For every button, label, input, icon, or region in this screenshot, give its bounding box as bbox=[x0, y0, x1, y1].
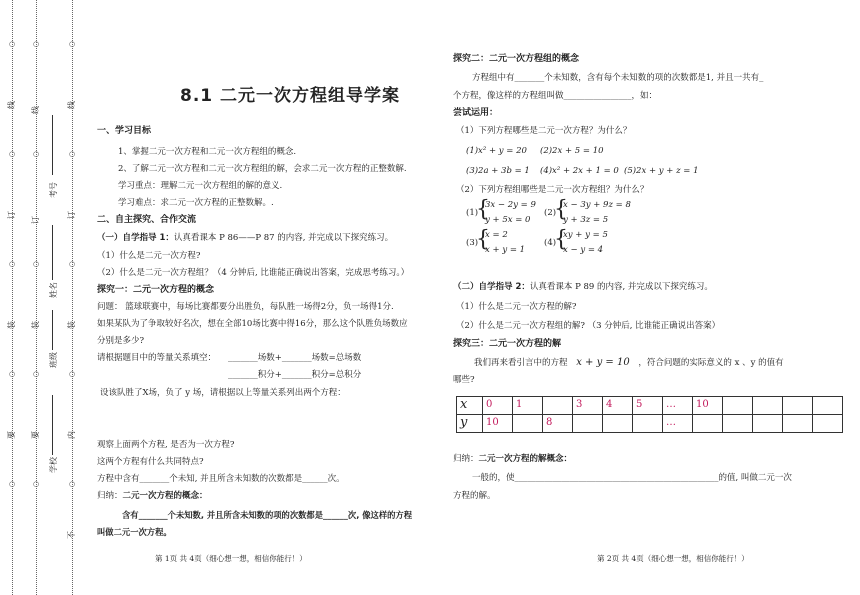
explore-1-title: 探究一：二元一次方程的概念 bbox=[97, 285, 215, 295]
zhuang-mark: 装 bbox=[7, 321, 16, 329]
circle-marker: ○ bbox=[33, 40, 40, 48]
x-header: x bbox=[457, 397, 483, 415]
equation-3: (3)2a + 3b = 1 bbox=[466, 166, 530, 176]
x-cell[interactable]: 0 bbox=[483, 397, 513, 415]
brace-icon: { bbox=[554, 197, 568, 222]
guide-1-text: 认真看课本 P 86——P 87 的内容, 并完成以下探究练习。 bbox=[173, 233, 394, 243]
circle-marker: ○ bbox=[9, 370, 16, 378]
relation-intro: 请根据题目中的等量关系填空： bbox=[97, 353, 217, 363]
page-footer: 第 1页 共 4页（细心想一想，相信你能行！） bbox=[155, 554, 307, 563]
difficulty: 学习难点：求二元一次方程的正整数解。. bbox=[118, 198, 274, 208]
system-label: (3) bbox=[466, 238, 479, 248]
y-cell[interactable] bbox=[633, 415, 663, 433]
y-cell[interactable] bbox=[573, 415, 603, 433]
ding-mark: 订 bbox=[67, 211, 76, 219]
conclude-label: 归纳： bbox=[97, 491, 123, 501]
zhuang-mark: 装 bbox=[67, 321, 76, 329]
y-cell[interactable]: 8 bbox=[543, 415, 573, 433]
circle-marker: ○ bbox=[69, 40, 76, 48]
xian-mark: 线 bbox=[67, 101, 76, 109]
circle-marker: ○ bbox=[69, 150, 76, 158]
equation-4: (4)x² + 2x + 1 = 0 bbox=[540, 166, 619, 176]
circle-marker: ○ bbox=[33, 150, 40, 158]
system-eq-a: 3x − 2y = 9 bbox=[485, 200, 536, 210]
section-heading-explore: 二、自主探究、合作交流 bbox=[97, 215, 197, 225]
equation-blank[interactable]: 方程中含有_______个未知, 并且所含未知数的次数都是______次。 bbox=[97, 474, 345, 484]
class-label: 班级 bbox=[49, 352, 58, 368]
y-header: y bbox=[457, 415, 483, 433]
conclude-title: 二元一次方程的概念： bbox=[122, 491, 208, 501]
try-question-2: （2）下列方程组哪些是二元一次方程组？为什么？ bbox=[456, 185, 649, 195]
y-cell[interactable] bbox=[603, 415, 633, 433]
system-eq-a: xy + y = 5 bbox=[563, 230, 608, 240]
x-cell[interactable] bbox=[543, 397, 573, 415]
conclude-label: 归纳： bbox=[453, 454, 479, 464]
circle-marker: ○ bbox=[69, 370, 76, 378]
page-footer: 第 2页 共 4页（细心想一想，相信你能行！） bbox=[597, 554, 749, 563]
binding-line-inner bbox=[72, 0, 73, 595]
system-eq-a: x − 3y + 9z = 8 bbox=[563, 200, 631, 210]
binding-line-middle bbox=[36, 0, 37, 595]
y-cell[interactable] bbox=[723, 415, 753, 433]
guide-2-text: 认真看课本 P 89 的内容, 并完成以下探究练习。 bbox=[529, 282, 713, 292]
class-blank[interactable] bbox=[52, 310, 53, 350]
x-cell[interactable]: 4 bbox=[603, 397, 633, 415]
name-blank[interactable] bbox=[52, 225, 53, 280]
question-1: （1）什么是二元一次方程? bbox=[97, 251, 201, 261]
section-heading-goals: 一、学习目标 bbox=[97, 126, 152, 136]
question-2: （2）什么是二元一次方程组？（4 分钟后, 比谁能正确说出答案，完成思考练习。） bbox=[97, 268, 410, 278]
brace-icon: { bbox=[554, 227, 568, 252]
explore-2-line-1[interactable]: 方程组中有_______个未知数，含有每个未知数的项的次数都是1, 并且一共有_ bbox=[472, 73, 764, 83]
problem-line-1: 问题： 篮球联赛中，每场比赛都要分出胜负，每队胜一场得2分，负一场得1分. bbox=[97, 302, 394, 312]
equation-5: (5)2x + y + z = 1 bbox=[624, 166, 699, 176]
brace-icon: { bbox=[476, 197, 490, 222]
x-cell[interactable] bbox=[813, 397, 843, 415]
concept-line-2: 叫做二元一次方程。 bbox=[97, 527, 172, 537]
observe-1: 观察上面两个方程, 是否为一次方程? bbox=[97, 440, 235, 450]
nei-mark: 内 bbox=[67, 431, 76, 439]
school-blank[interactable] bbox=[52, 395, 53, 455]
system-label: (2) bbox=[544, 208, 557, 218]
x-cell[interactable]: 10 bbox=[693, 397, 723, 415]
x-cell[interactable] bbox=[723, 397, 753, 415]
x-cell[interactable]: … bbox=[663, 397, 693, 415]
y-cell[interactable] bbox=[693, 415, 723, 433]
x-cell[interactable]: 5 bbox=[633, 397, 663, 415]
exam-no-blank[interactable] bbox=[52, 115, 53, 175]
y-cell[interactable] bbox=[513, 415, 543, 433]
circle-marker: ○ bbox=[9, 260, 16, 268]
explore-3-text-b: ，符合问题的实际意义的 x 、y 的值有 bbox=[638, 358, 784, 368]
school-label: 学校 bbox=[49, 457, 58, 473]
x-cell[interactable]: 1 bbox=[513, 397, 543, 415]
system-eq-a: x = 2 bbox=[485, 230, 508, 240]
circle-marker: ○ bbox=[33, 260, 40, 268]
explore-3-title: 探究三：二元一次方程的解 bbox=[453, 339, 562, 349]
page-title: 8.1 二元一次方程组导学案 bbox=[180, 86, 401, 106]
equation-2: (2)2x + 5 = 10 bbox=[540, 146, 604, 156]
concept-line-1[interactable]: 含有_______个未知数, 并且所含未知数的项的次数都是______次, 像这样的方程 bbox=[122, 510, 413, 520]
solution-line-2: 方程的解。 bbox=[453, 491, 496, 501]
guide-2-question-2: （2）什么是二元一次方程组的解? （3 分钟后, 比谁能正确说出答案） bbox=[456, 321, 721, 331]
y-cell[interactable] bbox=[813, 415, 843, 433]
y-cell[interactable]: … bbox=[663, 415, 693, 433]
system-label: (1) bbox=[466, 208, 479, 218]
guide-1-title: （一）自学指导 1： bbox=[97, 233, 174, 243]
table-row-y bbox=[457, 415, 843, 433]
system-label: (4) bbox=[544, 238, 557, 248]
problem-line-2: 如果某队为了争取较好名次，想在全部10场比赛中得16分，那么这个队胜负场数应 bbox=[97, 319, 408, 329]
zhuang-mark: 装 bbox=[31, 321, 40, 329]
key-point: 学习重点：理解二元一次方程组的解的意义. bbox=[118, 181, 283, 191]
x-cell[interactable]: 3 bbox=[573, 397, 603, 415]
system-eq-b: x − y = 4 bbox=[563, 245, 604, 255]
conclude-title: 二元一次方程的解概念： bbox=[478, 454, 573, 464]
y-cell[interactable] bbox=[753, 415, 783, 433]
relation-1[interactable]: _______场数+_______场数=总场数 bbox=[228, 353, 362, 363]
try-title: 尝试运用： bbox=[453, 108, 499, 118]
guide-2-question-1: （1）什么是二元一次方程的解? bbox=[456, 302, 577, 312]
explore-2-title: 探究二：二元一次方程组的概念 bbox=[453, 54, 580, 64]
circle-marker: ○ bbox=[9, 40, 16, 48]
brace-icon: { bbox=[476, 227, 490, 252]
circle-marker: ○ bbox=[69, 260, 76, 268]
system-eq-b: y + 3z = 5 bbox=[563, 215, 609, 225]
ding-mark: 订 bbox=[7, 211, 16, 219]
guide-2-title: （二）自学指导 2： bbox=[453, 282, 530, 292]
circle-marker: ○ bbox=[33, 480, 40, 488]
ding-mark: 订 bbox=[31, 216, 40, 224]
observe-2: 这两个方程有什么共同特点? bbox=[97, 457, 204, 467]
circle-marker: ○ bbox=[9, 480, 16, 488]
solution-table bbox=[456, 396, 843, 433]
equation-1: (1)x² + y = 20 bbox=[466, 146, 527, 156]
try-question-1: （1）下列方程哪些是二元一次方程？为什么？ bbox=[456, 126, 632, 136]
y-cell[interactable] bbox=[783, 415, 813, 433]
explore-3-equation: x + y = 10 bbox=[576, 357, 630, 368]
circle-marker: ○ bbox=[33, 370, 40, 378]
xian-mark: 线 bbox=[7, 101, 16, 109]
goal-1: 1、掌握二元一次方程和二元一次方程组的概念. bbox=[118, 147, 297, 157]
relation-2[interactable]: _______积分+_______积分=总积分 bbox=[228, 370, 362, 380]
system-eq-b: y + 5x = 0 bbox=[485, 215, 531, 225]
problem-line-3: 分别是多少? bbox=[97, 336, 145, 346]
xian-mark: 线 bbox=[31, 106, 40, 114]
set-variables: 设该队胜了X场，负了 y 场，请根据以上等量关系列出两个方程： bbox=[100, 388, 346, 398]
y-cell[interactable]: 10 bbox=[483, 415, 513, 433]
binding-line-outer bbox=[12, 0, 13, 595]
system-eq-b: x + y = 1 bbox=[485, 245, 526, 255]
exam-no-label: 考号 bbox=[49, 182, 58, 198]
solution-line-1[interactable]: 一般的，使________________________________________________的值, 叫做二元一次 bbox=[472, 473, 792, 483]
goal-2: 2、了解二元一次方程和二元一次方程组的解，会求二元一次方程的正整数解. bbox=[118, 164, 407, 174]
circle-marker: ○ bbox=[69, 480, 76, 488]
explore-2-line-2[interactable]: 个方程，像这样的方程组叫做________________，如： bbox=[453, 91, 658, 101]
wai-mark: 要 bbox=[7, 431, 16, 439]
name-label: 姓名 bbox=[49, 282, 58, 298]
circle-marker: ○ bbox=[9, 150, 16, 158]
explore-3-line-2: 哪些? bbox=[453, 375, 475, 385]
wai-mark: 要 bbox=[31, 431, 40, 439]
explore-3-text-a: 我们再来看引言中的方程 bbox=[474, 358, 568, 368]
bu-mark: 不 bbox=[67, 531, 76, 539]
x-cell[interactable] bbox=[753, 397, 783, 415]
x-cell[interactable] bbox=[783, 397, 813, 415]
table-row-x bbox=[457, 397, 843, 415]
